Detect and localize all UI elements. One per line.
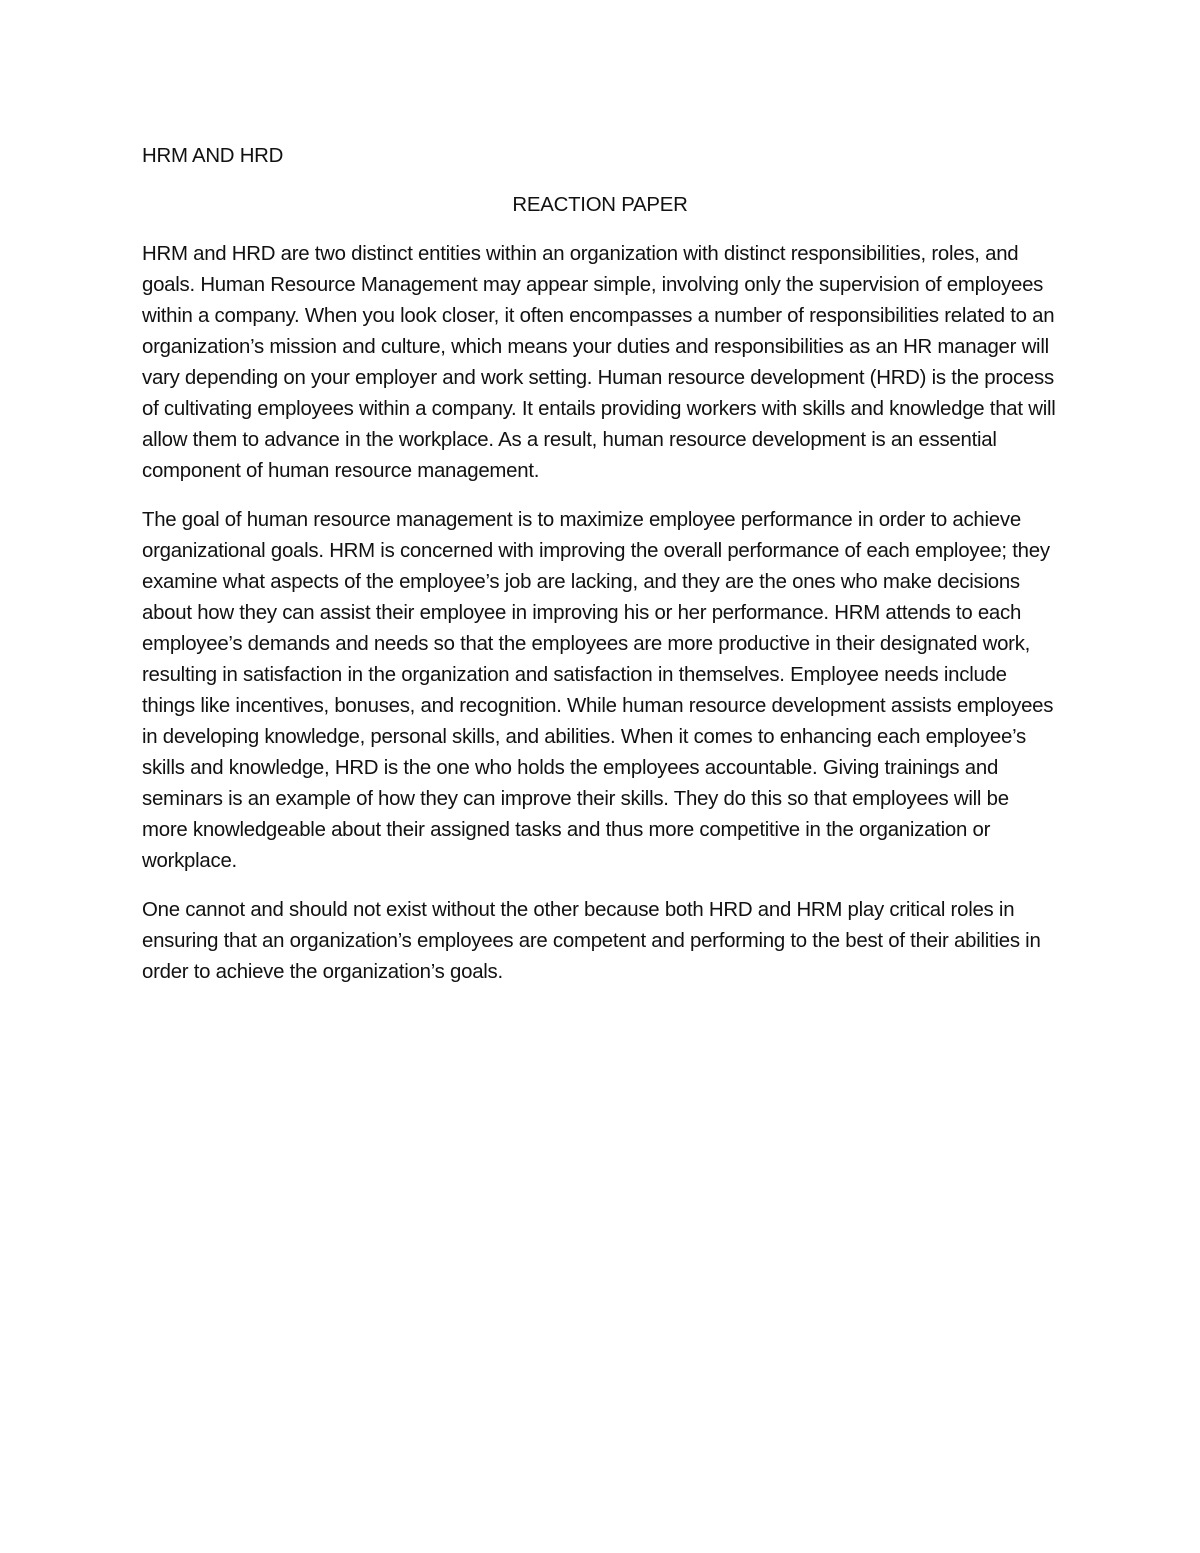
document-title: REACTION PAPER (512, 194, 688, 216)
document-body (142, 141, 1058, 988)
paragraph-2: The goal of human resource management is to maximize employee performance in order to achieve organizational goals. HRM is concerned with improving the overall performance of each employee; they examine what aspects of the employee’s job are lacking, and they are the ones who make decisions about how they can assist their employee in improving his or her performance. HRM attends to each employee’s demands and needs so that the employees are more productive in their designated work, resulting in satisfaction in the organization and satisfaction in themselves. Employee needs include things like incentives, bonuses, and recognition. While human resource development assists employees in developing knowledge, personal skills, and abilities. When it comes to enhancing each employee’s skills and knowledge, HRD is the one who holds the employees accountable. Giving trainings and seminars is an example of how they can improve their skills. They do this so that employees will be more knowledgeable about their assigned tasks and thus more competitive in the organization or workplace. (142, 509, 1054, 872)
document-header: HRM AND HRD (142, 145, 284, 167)
paragraph-3: One cannot and should not exist without the other because both HRD and HRM play critical roles in ensuring that an organization’s employees are competent and performing to the best of their abilities in order to achieve the organization’s goals. (142, 899, 1041, 983)
paragraph-1: HRM and HRD are two distinct entities within an organization with distinct responsibilities, roles, and goals. Human Resource Management may appear simple, involving only the supervision of employees within a company. When you look closer, it often encompasses a number of responsibilities related to an organization’s mission and culture, which means your duties and responsibilities as an HR manager will vary depending on your employer and work setting. Human resource development (HRD) is the process of cultivating employees within a company. It entails providing workers with skills and knowledge that will allow them to advance in the workplace. As a result, human resource development is an essential component of human resource management. (142, 243, 1056, 482)
